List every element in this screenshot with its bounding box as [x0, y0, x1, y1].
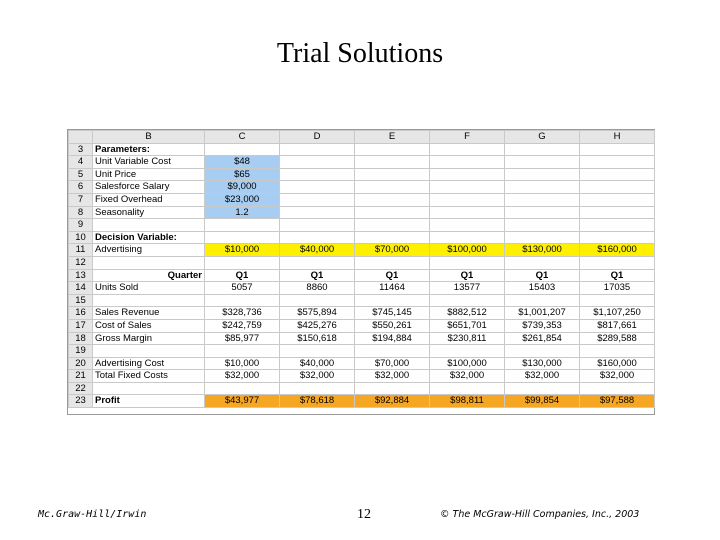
cell[interactable]: $32,000: [580, 370, 655, 383]
cell[interactable]: [355, 206, 430, 219]
cell[interactable]: $817,661: [580, 319, 655, 332]
cell[interactable]: [580, 168, 655, 181]
row-number[interactable]: 6: [69, 181, 93, 194]
cell[interactable]: $289,588: [580, 332, 655, 345]
row-number[interactable]: 20: [69, 357, 93, 370]
row-label[interactable]: Unit Price: [93, 168, 205, 181]
cell[interactable]: [205, 256, 280, 269]
cell[interactable]: [505, 143, 580, 156]
cell[interactable]: $92,884: [355, 395, 430, 408]
footer-copyright: © The McGraw-Hill Companies, Inc., 2003: [440, 509, 640, 520]
table-row: [69, 231, 655, 244]
cell[interactable]: [505, 181, 580, 194]
row-number[interactable]: 23: [69, 395, 93, 408]
row-number[interactable]: 3: [69, 143, 93, 156]
row-label[interactable]: Cost of Sales: [93, 319, 205, 332]
row-label[interactable]: [93, 256, 205, 269]
row-number[interactable]: 7: [69, 193, 93, 206]
cell[interactable]: $230,811: [430, 332, 505, 345]
cell[interactable]: [430, 181, 505, 194]
row-number[interactable]: 22: [69, 382, 93, 395]
row-label[interactable]: [93, 219, 205, 232]
cell[interactable]: $575,894: [280, 307, 355, 320]
cell[interactable]: $10,000: [205, 357, 280, 370]
cell[interactable]: Q1: [580, 269, 655, 282]
cell[interactable]: [280, 294, 355, 307]
cell[interactable]: [205, 143, 280, 156]
cell[interactable]: 17035: [580, 282, 655, 295]
table-row: [69, 370, 655, 383]
spreadsheet-grid: [68, 130, 655, 408]
cell[interactable]: $150,618: [280, 332, 355, 345]
cell[interactable]: [580, 206, 655, 219]
row-number[interactable]: 13: [69, 269, 93, 282]
cell[interactable]: $194,884: [355, 332, 430, 345]
table-row: [69, 181, 655, 194]
cell[interactable]: $97,588: [580, 395, 655, 408]
cell[interactable]: [280, 206, 355, 219]
cell[interactable]: [430, 345, 505, 358]
cell[interactable]: [355, 231, 430, 244]
cell[interactable]: [580, 256, 655, 269]
cell[interactable]: 5057: [205, 282, 280, 295]
row-number[interactable]: 11: [69, 244, 93, 257]
cell[interactable]: $40,000: [280, 244, 355, 257]
cell[interactable]: [280, 382, 355, 395]
cell[interactable]: [430, 193, 505, 206]
cell[interactable]: $23,000: [205, 193, 280, 206]
table-row: [69, 193, 655, 206]
cell[interactable]: [355, 256, 430, 269]
cell[interactable]: [580, 231, 655, 244]
cell[interactable]: [355, 168, 430, 181]
column-header-f[interactable]: F: [430, 131, 505, 144]
row-label[interactable]: Decision Variable:: [93, 231, 205, 244]
row-label[interactable]: Advertising: [93, 244, 205, 257]
cell[interactable]: $130,000: [505, 244, 580, 257]
cell[interactable]: [430, 168, 505, 181]
cell[interactable]: $32,000: [205, 370, 280, 383]
row-number[interactable]: 9: [69, 219, 93, 232]
row-label[interactable]: Fixed Overhead: [93, 193, 205, 206]
spreadsheet: [67, 129, 655, 415]
cell[interactable]: $651,701: [430, 319, 505, 332]
cell[interactable]: $100,000: [430, 357, 505, 370]
cell[interactable]: $242,759: [205, 319, 280, 332]
cell[interactable]: $1,001,207: [505, 307, 580, 320]
cell[interactable]: [505, 193, 580, 206]
table-row: [69, 382, 655, 395]
row-label[interactable]: Profit: [93, 395, 205, 408]
column-header-d[interactable]: D: [280, 131, 355, 144]
cell[interactable]: $48: [205, 156, 280, 169]
cell[interactable]: [505, 168, 580, 181]
cell[interactable]: [280, 256, 355, 269]
row-number[interactable]: 14: [69, 282, 93, 295]
table-row: [69, 256, 655, 269]
cell[interactable]: $43,977: [205, 395, 280, 408]
cell[interactable]: $32,000: [355, 370, 430, 383]
column-header-c[interactable]: C: [205, 131, 280, 144]
cell[interactable]: [355, 193, 430, 206]
cell[interactable]: [280, 231, 355, 244]
cell[interactable]: Q1: [280, 269, 355, 282]
row-number[interactable]: 4: [69, 156, 93, 169]
cell[interactable]: [430, 206, 505, 219]
row-number[interactable]: 8: [69, 206, 93, 219]
cell[interactable]: $261,854: [505, 332, 580, 345]
cell[interactable]: 13577: [430, 282, 505, 295]
cell[interactable]: [280, 181, 355, 194]
column-header-e[interactable]: E: [355, 131, 430, 144]
table-row: [69, 395, 655, 408]
row-label[interactable]: [93, 382, 205, 395]
cell[interactable]: [280, 345, 355, 358]
cell[interactable]: [430, 294, 505, 307]
cell[interactable]: $10,000: [205, 244, 280, 257]
column-header-g[interactable]: G: [505, 131, 580, 144]
table-row: [69, 332, 655, 345]
table-row: [69, 345, 655, 358]
cell[interactable]: [580, 382, 655, 395]
row-label[interactable]: Seasonality: [93, 206, 205, 219]
cell[interactable]: Q1: [355, 269, 430, 282]
cell[interactable]: [280, 143, 355, 156]
footer-publisher: Mc.Graw-Hill/Irwin: [38, 509, 147, 520]
cell[interactable]: [280, 168, 355, 181]
row-label[interactable]: Advertising Cost: [93, 357, 205, 370]
row-label[interactable]: Total Fixed Costs: [93, 370, 205, 383]
table-row: [69, 244, 655, 257]
cell[interactable]: [355, 181, 430, 194]
row-number[interactable]: 18: [69, 332, 93, 345]
cell[interactable]: $32,000: [430, 370, 505, 383]
cell[interactable]: $160,000: [580, 357, 655, 370]
cell[interactable]: $32,000: [280, 370, 355, 383]
cell[interactable]: $160,000: [580, 244, 655, 257]
row-label[interactable]: Salesforce Salary: [93, 181, 205, 194]
row-label[interactable]: Sales Revenue: [93, 307, 205, 320]
cell[interactable]: [430, 382, 505, 395]
cell[interactable]: [280, 219, 355, 232]
table-row: [69, 206, 655, 219]
cell[interactable]: [505, 206, 580, 219]
row-number[interactable]: 15: [69, 294, 93, 307]
row-number[interactable]: 12: [69, 256, 93, 269]
cell[interactable]: [205, 345, 280, 358]
cell[interactable]: [580, 193, 655, 206]
cell[interactable]: [505, 382, 580, 395]
cell[interactable]: [580, 181, 655, 194]
cell[interactable]: [205, 231, 280, 244]
cell[interactable]: $130,000: [505, 357, 580, 370]
cell[interactable]: [580, 219, 655, 232]
row-label[interactable]: [93, 345, 205, 358]
cell[interactable]: [505, 256, 580, 269]
cell[interactable]: $882,512: [430, 307, 505, 320]
table-row: [69, 168, 655, 181]
cell[interactable]: [280, 193, 355, 206]
grid-body: [69, 143, 655, 407]
cell[interactable]: [580, 143, 655, 156]
cell[interactable]: $40,000: [280, 357, 355, 370]
table-row: [69, 294, 655, 307]
cell[interactable]: $70,000: [355, 244, 430, 257]
table-row: [69, 156, 655, 169]
page-number: 12: [357, 507, 371, 522]
cell[interactable]: [280, 156, 355, 169]
cell[interactable]: $32,000: [505, 370, 580, 383]
cell[interactable]: [580, 294, 655, 307]
cell[interactable]: Q1: [505, 269, 580, 282]
row-label[interactable]: Quarter: [93, 269, 205, 282]
cell[interactable]: [355, 294, 430, 307]
cell[interactable]: [505, 345, 580, 358]
cell[interactable]: $99,854: [505, 395, 580, 408]
cell[interactable]: $65: [205, 168, 280, 181]
row-label[interactable]: Parameters:: [93, 143, 205, 156]
row-label[interactable]: Gross Margin: [93, 332, 205, 345]
row-number[interactable]: 5: [69, 168, 93, 181]
cell[interactable]: $425,276: [280, 319, 355, 332]
column-header-row: [69, 131, 655, 144]
column-header-h[interactable]: H: [580, 131, 655, 144]
row-label[interactable]: [93, 294, 205, 307]
row-number[interactable]: 16: [69, 307, 93, 320]
cell[interactable]: [430, 256, 505, 269]
cell[interactable]: $328,736: [205, 307, 280, 320]
slide-title: Trial Solutions: [276, 38, 444, 69]
cell[interactable]: 15403: [505, 282, 580, 295]
cell[interactable]: [355, 143, 430, 156]
cell[interactable]: [430, 231, 505, 244]
table-row: [69, 269, 655, 282]
cell[interactable]: $78,618: [280, 395, 355, 408]
cell[interactable]: [505, 219, 580, 232]
table-row: [69, 357, 655, 370]
corner-cell[interactable]: [69, 131, 93, 144]
cell[interactable]: $85,977: [205, 332, 280, 345]
cell[interactable]: [430, 156, 505, 169]
cell[interactable]: [580, 156, 655, 169]
table-row: [69, 319, 655, 332]
cell[interactable]: [205, 219, 280, 232]
row-number[interactable]: 10: [69, 231, 93, 244]
cell[interactable]: [580, 345, 655, 358]
cell[interactable]: [430, 219, 505, 232]
table-row: [69, 307, 655, 320]
cell[interactable]: [205, 294, 280, 307]
cell[interactable]: $98,811: [430, 395, 505, 408]
column-header-b[interactable]: B: [93, 131, 205, 144]
cell[interactable]: [430, 143, 505, 156]
cell[interactable]: [355, 219, 430, 232]
cell[interactable]: [355, 345, 430, 358]
cell[interactable]: [505, 231, 580, 244]
cell[interactable]: $745,145: [355, 307, 430, 320]
cell[interactable]: 1.2: [205, 206, 280, 219]
cell[interactable]: 8860: [280, 282, 355, 295]
cell[interactable]: $70,000: [355, 357, 430, 370]
table-row: [69, 282, 655, 295]
cell[interactable]: $100,000: [430, 244, 505, 257]
cell[interactable]: $9,000: [205, 181, 280, 194]
cell[interactable]: [355, 382, 430, 395]
row-number[interactable]: 17: [69, 319, 93, 332]
table-row: [69, 219, 655, 232]
row-label[interactable]: Units Sold: [93, 282, 205, 295]
cell[interactable]: [205, 382, 280, 395]
cell[interactable]: $739,353: [505, 319, 580, 332]
cell[interactable]: Q1: [205, 269, 280, 282]
cell[interactable]: [505, 294, 580, 307]
cell[interactable]: 11464: [355, 282, 430, 295]
cell[interactable]: [355, 156, 430, 169]
row-number[interactable]: 21: [69, 370, 93, 383]
cell[interactable]: $550,261: [355, 319, 430, 332]
table-row: [69, 143, 655, 156]
cell[interactable]: $1,107,250: [580, 307, 655, 320]
cell[interactable]: [505, 156, 580, 169]
cell[interactable]: Q1: [430, 269, 505, 282]
row-label[interactable]: Unit Variable Cost: [93, 156, 205, 169]
row-number[interactable]: 19: [69, 345, 93, 358]
